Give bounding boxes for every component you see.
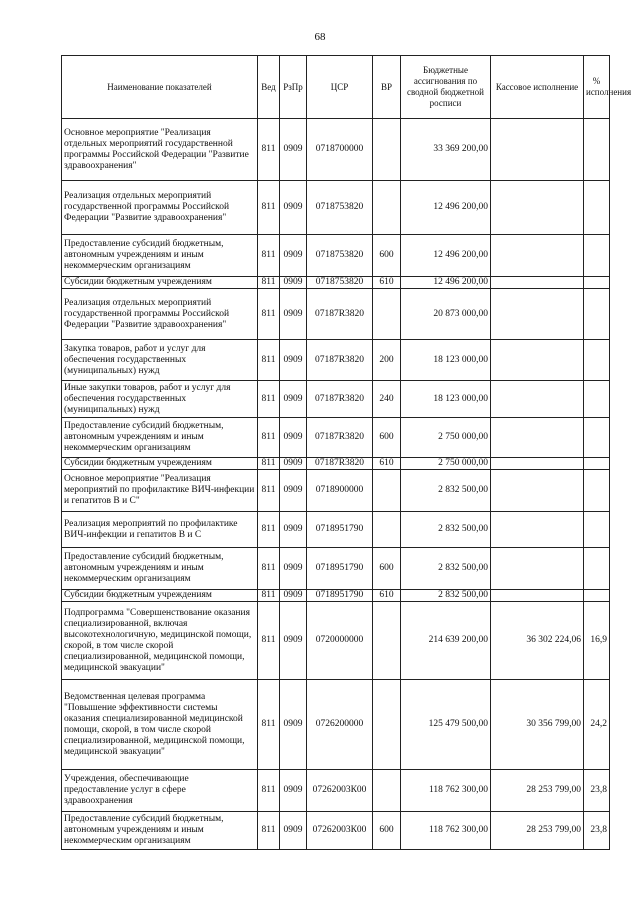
cell-csr: 07262003К00 xyxy=(307,770,373,812)
cell-csr: 0718900000 xyxy=(307,470,373,512)
cell-name: Ведомственная целевая программа "Повышение эффективности системы оказания специализированной медицинской помощи, скорой, в том числе скорой специализированной, медицинской помощи, медицинской эвакуации" xyxy=(62,680,258,770)
cell-rzpr: 0909 xyxy=(280,340,307,381)
header-vr: ВР xyxy=(373,56,401,119)
cell-pct xyxy=(584,381,610,418)
cell-cash xyxy=(491,181,584,235)
cell-pct xyxy=(584,289,610,340)
cell-name: Субсидии бюджетным учреждениям xyxy=(62,277,258,289)
cell-rzpr: 0909 xyxy=(280,289,307,340)
cell-rzpr: 0909 xyxy=(280,277,307,289)
cell-budget: 2 832 500,00 xyxy=(401,512,491,548)
table-row xyxy=(62,548,610,590)
cell-pct xyxy=(584,235,610,277)
header-pct: % исполнения xyxy=(584,56,610,119)
header-csr: ЦСР xyxy=(307,56,373,119)
cell-pct xyxy=(584,512,610,548)
cell-budget: 2 750 000,00 xyxy=(401,458,491,470)
cell-name: Субсидии бюджетным учреждениям xyxy=(62,458,258,470)
table-row xyxy=(62,418,610,458)
cell-name: Основное мероприятие "Реализация мероприятий по профилактике ВИЧ-инфекции и гепатитов В и С" xyxy=(62,470,258,512)
cell-pct xyxy=(584,181,610,235)
cell-name: Реализация отдельных мероприятий государственной программы Российской Федерации "Развитие здравоохранения" xyxy=(62,181,258,235)
cell-rzpr: 0909 xyxy=(280,812,307,850)
cell-ved: 811 xyxy=(258,590,280,602)
cell-csr: 07187R3820 xyxy=(307,340,373,381)
cell-rzpr: 0909 xyxy=(280,680,307,770)
cell-budget: 2 832 500,00 xyxy=(401,590,491,602)
cell-pct xyxy=(584,340,610,381)
cell-rzpr: 0909 xyxy=(280,602,307,680)
table-row xyxy=(62,512,610,548)
cell-budget: 125 479 500,00 xyxy=(401,680,491,770)
cell-rzpr: 0909 xyxy=(280,590,307,602)
cell-pct: 23,8 xyxy=(584,812,610,850)
cell-budget: 214 639 200,00 xyxy=(401,602,491,680)
table-row xyxy=(62,381,610,418)
cell-rzpr: 0909 xyxy=(280,458,307,470)
cell-name: Предоставление субсидий бюджетным, автономным учреждениям и иным некоммерческим организациям xyxy=(62,418,258,458)
cell-ved: 811 xyxy=(258,812,280,850)
header-row xyxy=(62,56,610,119)
cell-csr: 07187R3820 xyxy=(307,418,373,458)
cell-csr: 0726200000 xyxy=(307,680,373,770)
cell-pct: 16,9 xyxy=(584,602,610,680)
cell-ved: 811 xyxy=(258,602,280,680)
cell-ved: 811 xyxy=(258,470,280,512)
cell-ved: 811 xyxy=(258,235,280,277)
cell-ved: 811 xyxy=(258,512,280,548)
table-row xyxy=(62,181,610,235)
budget-table xyxy=(61,55,632,850)
cell-cash xyxy=(491,548,584,590)
cell-csr: 0718951790 xyxy=(307,512,373,548)
cell-cash xyxy=(491,418,584,458)
cell-budget: 18 123 000,00 xyxy=(401,381,491,418)
cell-vr xyxy=(373,470,401,512)
cell-pct xyxy=(584,470,610,512)
cell-ved: 811 xyxy=(258,458,280,470)
cell-cash: 28 253 799,00 xyxy=(491,770,584,812)
cell-pct xyxy=(584,548,610,590)
cell-vr: 610 xyxy=(373,458,401,470)
cell-csr: 07187R3820 xyxy=(307,458,373,470)
cell-name: Предоставление субсидий бюджетным, автономным учреждениям и иным некоммерческим организациям xyxy=(62,548,258,590)
cell-budget: 12 496 200,00 xyxy=(401,277,491,289)
cell-vr xyxy=(373,680,401,770)
cell-name: Реализация отдельных мероприятий государственной программы Российской Федерации "Развитие здравоохранения" xyxy=(62,289,258,340)
cell-csr: 0718951790 xyxy=(307,590,373,602)
cell-name: Подпрограмма "Совершенствование оказания специализированной, включая высокотехнологичную, медицинской помощи, скорой, в том числе скорой специализированной, медицинской помощи, медицинской эвакуации" xyxy=(62,602,258,680)
cell-name: Учреждения, обеспечивающие предоставление услуг в сфере здравоохранения xyxy=(62,770,258,812)
cell-vr xyxy=(373,119,401,181)
cell-rzpr: 0909 xyxy=(280,235,307,277)
cell-budget: 33 369 200,00 xyxy=(401,119,491,181)
table-row xyxy=(62,119,610,181)
cell-csr: 0718753820 xyxy=(307,277,373,289)
cell-pct xyxy=(584,277,610,289)
cell-csr: 07187R3820 xyxy=(307,381,373,418)
cell-pct xyxy=(584,119,610,181)
cell-name: Основное мероприятие "Реализация отдельных мероприятий государственной программы Российской Федерации "Развитие здравоохранения" xyxy=(62,119,258,181)
cell-cash: 30 356 799,00 xyxy=(491,680,584,770)
cell-csr: 0718753820 xyxy=(307,181,373,235)
cell-budget: 12 496 200,00 xyxy=(401,181,491,235)
cell-name: Реализация мероприятий по профилактике ВИЧ-инфекции и гепатитов В и С xyxy=(62,512,258,548)
table-row xyxy=(62,235,610,277)
table-row xyxy=(62,812,610,850)
cell-name: Иные закупки товаров, работ и услуг для обеспечения государственных (муниципальных) нужд xyxy=(62,381,258,418)
cell-cash xyxy=(491,590,584,602)
cell-name: Субсидии бюджетным учреждениям xyxy=(62,590,258,602)
cell-budget: 12 496 200,00 xyxy=(401,235,491,277)
cell-rzpr: 0909 xyxy=(280,181,307,235)
cell-csr: 0718753820 xyxy=(307,235,373,277)
cell-rzpr: 0909 xyxy=(280,512,307,548)
cell-csr: 0720000000 xyxy=(307,602,373,680)
cell-pct xyxy=(584,458,610,470)
cell-cash xyxy=(491,512,584,548)
cell-pct xyxy=(584,418,610,458)
table-row xyxy=(62,602,610,680)
cell-name: Предоставление субсидий бюджетным, автономным учреждениям и иным некоммерческим организациям xyxy=(62,235,258,277)
cell-vr xyxy=(373,512,401,548)
cell-cash xyxy=(491,277,584,289)
cell-cash xyxy=(491,470,584,512)
cell-cash xyxy=(491,289,584,340)
cell-cash xyxy=(491,340,584,381)
cell-ved: 811 xyxy=(258,548,280,590)
cell-pct: 23,8 xyxy=(584,770,610,812)
cell-ved: 811 xyxy=(258,181,280,235)
cell-name: Предоставление субсидий бюджетным, автономным учреждениям и иным некоммерческим организациям xyxy=(62,812,258,850)
cell-cash xyxy=(491,119,584,181)
cell-budget: 118 762 300,00 xyxy=(401,770,491,812)
cell-rzpr: 0909 xyxy=(280,770,307,812)
cell-ved: 811 xyxy=(258,680,280,770)
cell-rzpr: 0909 xyxy=(280,381,307,418)
cell-rzpr: 0909 xyxy=(280,548,307,590)
cell-pct xyxy=(584,590,610,602)
cell-budget: 2 750 000,00 xyxy=(401,418,491,458)
cell-ved: 811 xyxy=(258,340,280,381)
table-row xyxy=(62,680,610,770)
cell-rzpr: 0909 xyxy=(280,418,307,458)
header-rzpr: РзПр xyxy=(280,56,307,119)
cell-name: Закупка товаров, работ и услуг для обеспечения государственных (муниципальных) нужд xyxy=(62,340,258,381)
cell-vr xyxy=(373,770,401,812)
cell-vr: 600 xyxy=(373,548,401,590)
cell-ved: 811 xyxy=(258,289,280,340)
header-budget: Бюджетные ассигнования по сводной бюджетной росписи xyxy=(401,56,491,119)
cell-vr: 610 xyxy=(373,590,401,602)
cell-vr: 600 xyxy=(373,812,401,850)
cell-vr: 600 xyxy=(373,235,401,277)
cell-vr: 240 xyxy=(373,381,401,418)
cell-csr: 07187R3820 xyxy=(307,289,373,340)
cell-cash: 36 302 224,06 xyxy=(491,602,584,680)
cell-vr: 610 xyxy=(373,277,401,289)
table-row xyxy=(62,470,610,512)
cell-rzpr: 0909 xyxy=(280,119,307,181)
table-row xyxy=(62,289,610,340)
cell-budget: 18 123 000,00 xyxy=(401,340,491,381)
cell-ved: 811 xyxy=(258,277,280,289)
table-row xyxy=(62,340,610,381)
cell-rzpr: 0909 xyxy=(280,470,307,512)
cell-vr xyxy=(373,602,401,680)
header-cash: Кассовое исполнение xyxy=(491,56,584,119)
header-name: Наименование показателей xyxy=(62,56,258,119)
cell-cash xyxy=(491,458,584,470)
cell-budget: 2 832 500,00 xyxy=(401,548,491,590)
cell-budget: 20 873 000,00 xyxy=(401,289,491,340)
cell-vr: 200 xyxy=(373,340,401,381)
header-ved: Вед xyxy=(258,56,280,119)
table-row xyxy=(62,277,610,289)
cell-csr: 0718700000 xyxy=(307,119,373,181)
cell-budget: 2 832 500,00 xyxy=(401,470,491,512)
cell-cash xyxy=(491,235,584,277)
cell-csr: 0718951790 xyxy=(307,548,373,590)
cell-ved: 811 xyxy=(258,381,280,418)
cell-vr: 600 xyxy=(373,418,401,458)
table-row xyxy=(62,770,610,812)
cell-ved: 811 xyxy=(258,119,280,181)
cell-ved: 811 xyxy=(258,418,280,458)
cell-cash: 28 253 799,00 xyxy=(491,812,584,850)
page-number: 68 xyxy=(314,31,326,43)
cell-cash xyxy=(491,381,584,418)
cell-csr: 07262003К00 xyxy=(307,812,373,850)
table-row xyxy=(62,458,610,470)
cell-vr xyxy=(373,181,401,235)
cell-pct: 24,2 xyxy=(584,680,610,770)
table-row xyxy=(62,590,610,602)
cell-budget: 118 762 300,00 xyxy=(401,812,491,850)
cell-vr xyxy=(373,289,401,340)
cell-ved: 811 xyxy=(258,770,280,812)
